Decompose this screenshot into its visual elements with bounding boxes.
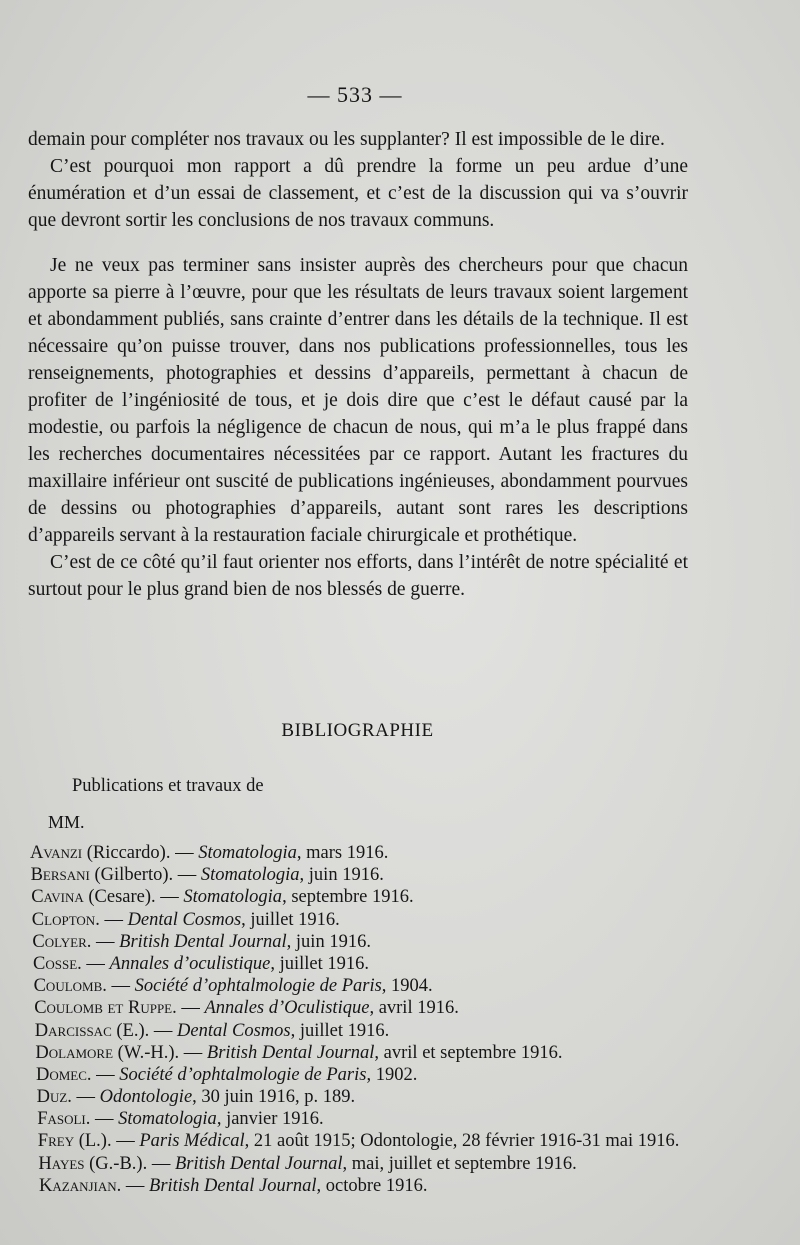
entry-author: Cosse: [33, 953, 78, 974]
entry-work: Stomatologia: [118, 1109, 217, 1130]
entry-separator: . —: [172, 998, 205, 1019]
entry-details: , juin 1916.: [299, 865, 384, 886]
entry-details: , 1902.: [366, 1064, 418, 1085]
bibliography-entry: [34, 975, 730, 997]
bibliography-entry: [31, 864, 730, 886]
entry-separator: (W.-H.). —: [113, 1042, 207, 1063]
entry-author: Domec: [36, 1064, 87, 1085]
paragraph: Je ne veux pas terminer sans insister auprès des chercheurs pour que chacun apporte sa pierre à l’œuvre, pour que les résultats de leurs travaux soient largement et abondamment publiés, sans crainte d’entrer dans les détails de la technique. Il est nécessaire qu’on puisse trouver, dans nos publications professionnelles, tous les renseignements, photographies et dessins d’appareils, permettant à chacun de profiter de l’ingéniosité de tous, et je dois dire que c’est le défaut causé par la modestie, ou parfois la négligence de chacun de nous, qui m’a le plus frappé dans les recherches documentaires nécessitées par ce rapport. Autant les fractures du maxillaire inférieur ont suscité de publications ingénieuses, abondamment pourvues de dessins ou photographies d’appareils, autant sont rares les descriptions d’appareils servant à la restauration faciale chirurgicale et prothétique.: [28, 255, 688, 546]
entry-separator: . —: [85, 1109, 119, 1130]
bibliography-entry: [38, 1153, 730, 1175]
entry-details: , juillet 1916.: [270, 953, 370, 974]
entry-separator: (G.-B.). —: [84, 1153, 175, 1174]
entry-author: Clopton: [31, 909, 96, 930]
entry-details: , mars 1916.: [296, 843, 389, 863]
bibliography-entry: [36, 1064, 730, 1086]
entry-separator: (E.). —: [111, 1020, 177, 1041]
entry-work: Société d’ophtalmologie de Paris: [119, 1064, 367, 1085]
entry-work: Stomatologia: [183, 887, 283, 908]
entry-details: , octobre 1916.: [316, 1175, 428, 1196]
bibliography-entry: [32, 909, 730, 931]
entry-author: Hayes: [38, 1153, 85, 1174]
entry-work: Annales d’Oculistique: [204, 998, 370, 1019]
entry-work: Dental Cosmos: [177, 1020, 291, 1041]
entry-author: Bersani: [30, 865, 90, 886]
entry-author: Coulomb et Ruppe: [34, 998, 173, 1019]
entry-details: , avril et septembre 1916.: [374, 1042, 563, 1063]
entry-author: Frey: [37, 1131, 75, 1152]
entry-details: , juin 1916.: [286, 931, 371, 952]
entry-separator: . —: [86, 931, 120, 952]
bibliography-entry: [38, 1130, 730, 1152]
entry-work: Annales d’oculistique: [109, 953, 271, 974]
bibliography-title: BIBLIOGRAPHIE: [281, 720, 434, 741]
entry-details: , 1904.: [381, 976, 433, 997]
paragraph: demain pour compléter nos travaux ou les supplanter? Il est impossible de le dire.: [28, 129, 665, 150]
bibliography-entry: [39, 1175, 730, 1197]
entry-separator: . —: [95, 909, 128, 930]
entry-author: Duz: [36, 1087, 68, 1108]
bibliography-entry: [35, 1020, 730, 1042]
page-number: — 533 —: [307, 82, 403, 107]
entry-separator: . —: [77, 953, 110, 974]
entry-details: , juillet 1916.: [290, 1020, 390, 1041]
entry-work: British Dental Journal: [206, 1042, 375, 1063]
entry-details: , mai, juillet et septembre 1916.: [342, 1153, 577, 1174]
entry-author: Avanzi: [30, 843, 83, 863]
entry-author: Colyer: [32, 931, 87, 952]
entry-separator: . —: [116, 1175, 150, 1196]
entry-author: Kazanjian: [39, 1175, 117, 1196]
entry-separator: (Riccardo). —: [82, 843, 199, 863]
entry-details: , juillet 1916.: [241, 909, 340, 930]
entry-work: British Dental Journal: [119, 931, 287, 952]
entry-work: Odontologie: [99, 1087, 193, 1108]
entry-details: , 21 août 1915; Odontologie, 28 février 1916-31 mai 1916.: [244, 1131, 680, 1152]
entry-details: , janvier 1916.: [216, 1109, 324, 1130]
bibliography-entry: [30, 842, 730, 864]
entry-separator: (Cesare). —: [83, 887, 184, 908]
bibliography-entry: [32, 931, 730, 953]
entry-details: , septembre 1916.: [282, 887, 414, 908]
entry-author: Fasoli: [37, 1109, 86, 1130]
entry-separator: (L.). —: [74, 1131, 140, 1152]
bibliography-mm: MM.: [48, 812, 85, 832]
entry-work: Stomatologia: [200, 865, 300, 886]
bibliography-entry: [33, 953, 730, 975]
bibliography-entry: [37, 1108, 730, 1130]
bibliography-entry: [37, 1086, 730, 1108]
entry-work: Paris Médical: [139, 1131, 245, 1152]
entry-author: Dolamore: [35, 1042, 114, 1063]
body-text: [28, 126, 688, 603]
entry-separator: (Gilberto). —: [89, 865, 201, 886]
bibliography-entry: [31, 886, 730, 908]
entry-separator: . —: [102, 976, 135, 997]
entry-work: British Dental Journal: [149, 1175, 317, 1196]
entry-separator: . —: [86, 1064, 120, 1085]
paragraph: C’est pourquoi mon rapport a dû prendre la forme un peu ardue d’une énumération et d’un essai de classement, et c’est de la discussion qui va s’ouvrir que devront sortir les conclusions de nos travaux communs.: [28, 156, 688, 231]
entry-work: Stomatologia: [198, 843, 297, 863]
bibliography-list: [30, 842, 730, 1197]
entry-author: Darcissac: [34, 1020, 112, 1041]
entry-work: Société d’ophtalmologie de Paris: [134, 976, 382, 997]
paragraph: C’est de ce côté qu’il faut orienter nos efforts, dans l’intérêt de notre spécialité et surtout pour le plus grand bien de nos blessés de guerre.: [28, 552, 688, 600]
entry-details: , avril 1916.: [369, 998, 459, 1019]
entry-details: , 30 juin 1916, p. 189.: [192, 1087, 356, 1108]
entry-separator: . —: [67, 1087, 100, 1108]
entry-author: Cavina: [31, 887, 84, 908]
bibliography-entry: [34, 997, 730, 1019]
bibliography-intro: Publications et travaux de: [72, 776, 264, 796]
bibliography-entry: [35, 1042, 730, 1064]
entry-work: British Dental Journal: [174, 1153, 343, 1174]
entry-work: Dental Cosmos: [127, 909, 242, 930]
entry-author: Coulomb: [33, 976, 103, 997]
